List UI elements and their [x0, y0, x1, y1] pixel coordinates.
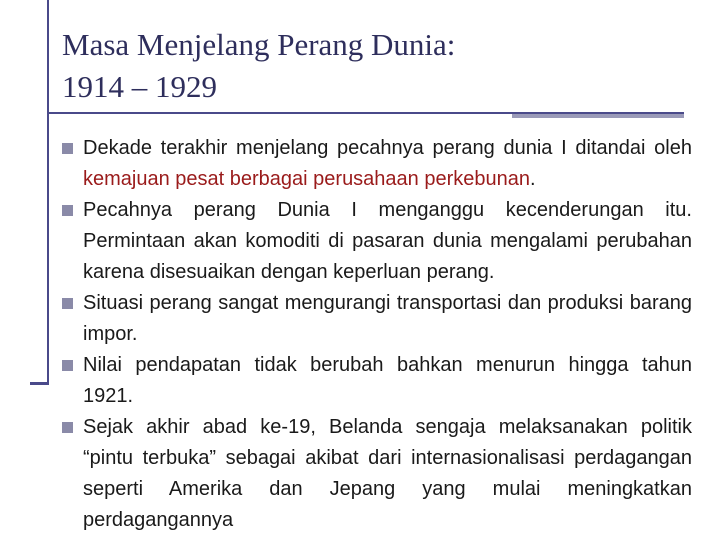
bullet-item	[62, 412, 692, 536]
square-bullet-icon	[62, 143, 73, 154]
bullet-item	[62, 133, 692, 195]
left-vertical-rule	[47, 0, 49, 385]
slide-title	[62, 24, 455, 108]
bullet-list	[62, 133, 692, 536]
bullet-text: Dekade terakhir menjelang pecahnya perang dunia I ditandai oleh	[83, 137, 692, 159]
bullet-item	[62, 350, 692, 412]
square-bullet-icon	[62, 360, 73, 371]
bullet-text: Pecahnya perang Dunia I menganggu kecenderungan itu. Permintaan akan komoditi di pasaran dunia mengalami perubahan karena disesuaikan dengan keperluan perang.	[83, 199, 692, 283]
bullet-item	[62, 288, 692, 350]
square-bullet-icon	[62, 205, 73, 216]
title-line-2: 1914 – 1929	[62, 69, 217, 104]
bullet-text: Situasi perang sangat mengurangi transportasi dan produksi barang impor.	[83, 292, 692, 345]
bullet-text-end: .	[530, 168, 536, 190]
title-underline-accent	[512, 114, 684, 118]
bullet-item	[62, 195, 692, 288]
bullet-text: Nilai pendapatan tidak berubah bahkan menurun hingga tahun 1921.	[83, 354, 692, 407]
title-line-1: Masa Menjelang Perang Dunia:	[62, 27, 456, 62]
left-rule-foot	[30, 382, 47, 385]
square-bullet-icon	[62, 298, 73, 309]
bullet-highlight-text: kemajuan pesat berbagai perusahaan perkebunan	[83, 168, 531, 190]
square-bullet-icon	[62, 422, 73, 433]
bullet-text: Sejak akhir abad ke-19, Belanda sengaja melaksanakan politik “pintu terbuka” sebagai akibat dari internasionalisasi perdagangan seperti Amerika dan Jepang yang mulai meningkatkan perdagangannya	[83, 416, 692, 531]
